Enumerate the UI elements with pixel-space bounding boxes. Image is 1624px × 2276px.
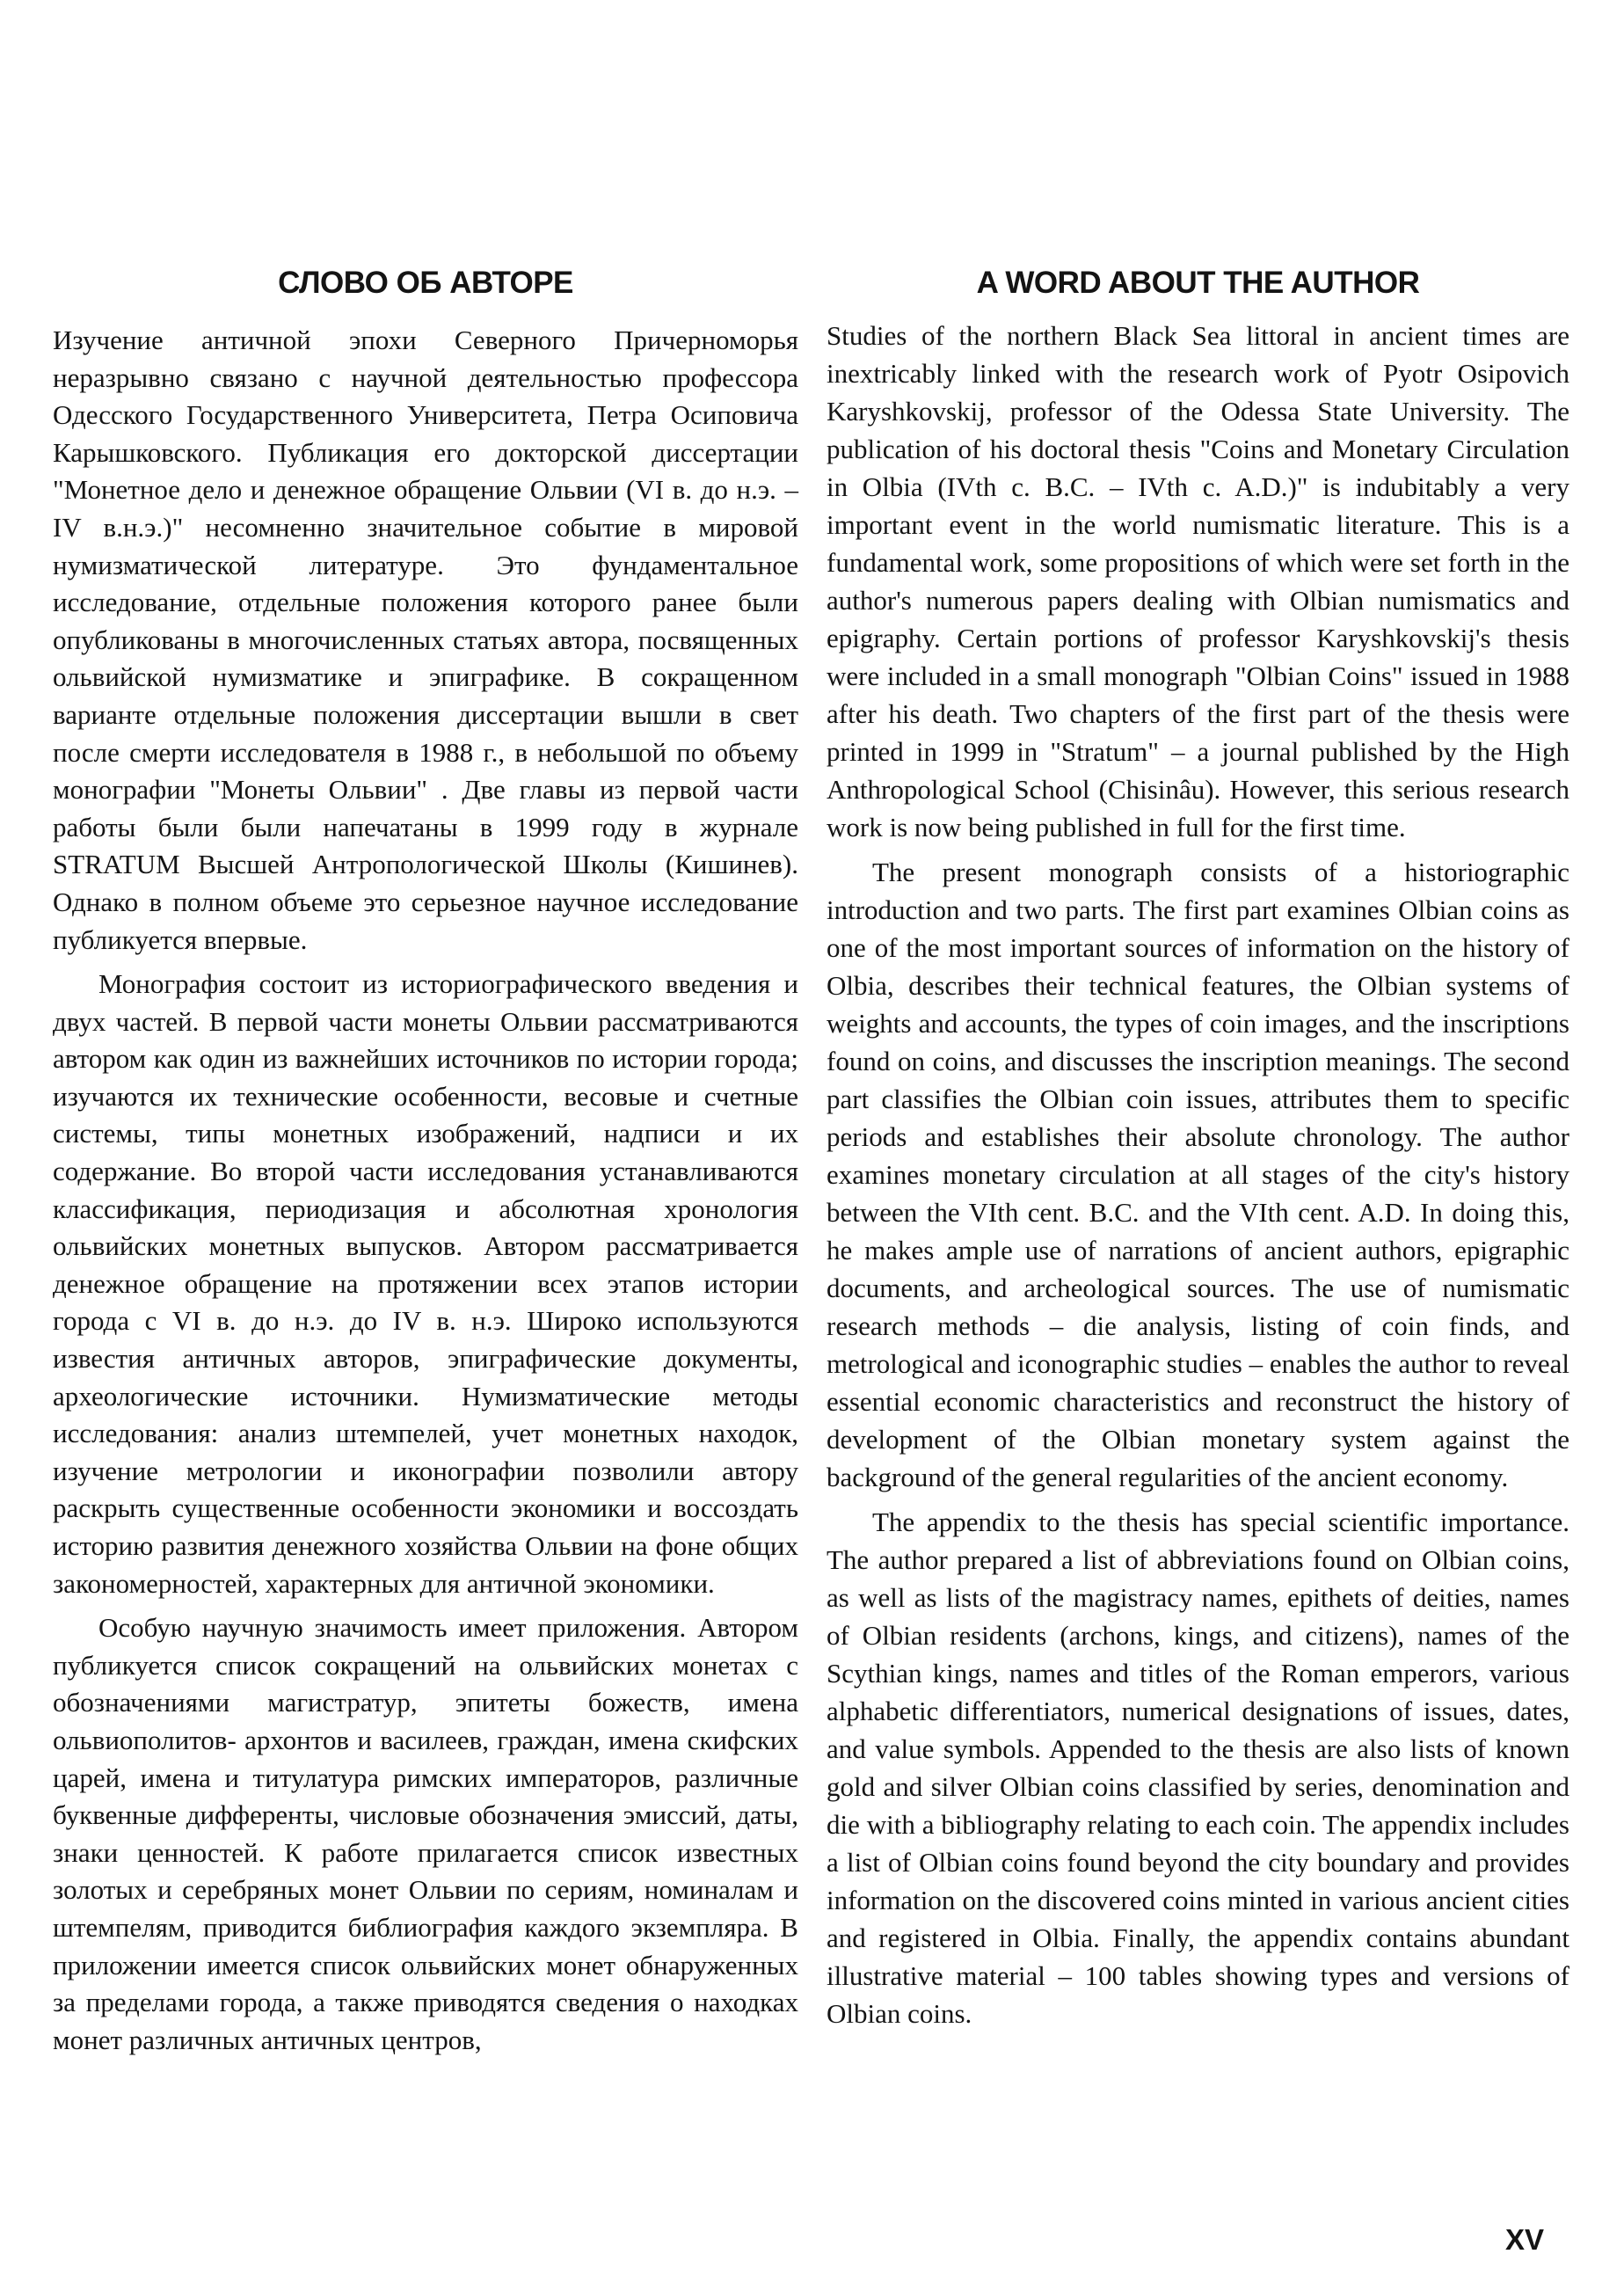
- russian-paragraph-3: Особую научную значимость имеет приложения. Автором публикуется список сокращений на ольвийских монетах с обозначениями магистратур, эпитеты божеств, имена ольвиополитов- архонтов и василеев, граждан, имена скифских царей, имена и титулатура римских императоров, различные буквенные дифференты, числовые обозначения эмиссий, даты, знаки ценностей. К работе прилагается список известных золотых и серебряных монет Ольвии по сериям, номиналам и штемпелям, приводится библиография каждого экземпляра. В приложении имеется список ольвийских монет обнаруженных за пределами города, а также приводятся сведения о находках монет различных античных центров,: [53, 1612, 798, 2055]
- english-heading: A WORD ABOUT THE AUTHOR: [976, 266, 1420, 300]
- english-paragraph-1: Studies of the northern Black Sea littoral in ancient times are inextricably linked with the research work of Pyotr Osipovich Karyshkovskij, professor of the Odessa State University. The publication of his doctoral thesis "Coins and Monetary Circulation in Olbia (IVth c. B.C. – IVth c. A.D.)" is indubitably a very important event in the world numismatic literature. This is a fundamental work, some propositions of which were set forth in the author's numerous papers dealing with Olbian numismatics and epigraphy. Certain portions of professor Karyshkovskij's thesis were included in a small monograph "Olbian Coins" issued in 1988 after his death. Two chapters of the first part of the thesis were printed in 1999 in "Stratum" – a journal published by the High Anthropological School (Chisinâu). However, this serious research work is now being published in full for the first time.: [827, 320, 1569, 843]
- russian-paragraph-2: Монография состоит из историографического введения и двух частей. В первой части монеты Ольвии рассматриваются автором как один из важнейших источников по истории города; изучаются их технические особенности, весовые и счетные системы, типы монетных изображений, надписи и их содержание. Во второй части исследования устанавливаются классификация, периодизация и абсолютная хронология ольвийских монетных выпусков. Автором рассматривается денежное обращение на протяжении всех этапов истории города с VI в. до н.э. до IV в. н.э. Широко используются известия античных авторов, эпиграфические документы, археологические источники. Нумизматические методы исследования: анализ штемпелей, учет монетных находок, изучение метрологии и иконографии позволили автору раскрыть существенные особенности экономики и воссоздать историю развития денежного хозяйства Ольвии на фоне общих закономерностей, характерных для античной экономики.: [53, 968, 798, 1599]
- english-paragraph-2: The present monograph consists of a historiographic introduction and two parts. The first part examines Olbian coins as one of the most important sources of information on the history of Olbia, describes their technical features, the Olbian systems of weights and accounts, the types of coin images, and the inscriptions found on coins, and discusses the inscription meanings. The second part classifies the Olbian coin issues, attributes them to specific periods and establishes their absolute chronology. The author examines monetary circulation at all stages of the city's history between the VIth cent. B.C. and the VIth cent. A.D. In doing this, he makes ample use of narrations of ancient authors, epigraphic documents, and archeological sources. The use of numismatic research methods – die analysis, listing of coin finds, and metrological and iconographic studies – enables the author to reveal essential economic characteristics and reconstruct the history of development of the Olbian monetary system against the background of the general regularities of the ancient economy.: [827, 857, 1569, 1492]
- english-column: [827, 260, 1569, 2032]
- russian-heading: СЛОВО ОБ АВТОРЕ: [278, 266, 573, 300]
- english-paragraph-3: The appendix to the thesis has special scientific importance. The author prepared a list of abbreviations found on Olbian coins, as well as lists of the magistracy names, epithets of deities, names of Olbian residents (archons, kings, and citizens), names of the Scythian kings, names and titles of the Roman emperors, various alphabetic differentiators, numerical designations of issues, dates, and value symbols. Appended to the thesis are also lists of known gold and silver Olbian coins classified by series, denomination and die with a bibliography relating to each coin. The appendix includes a list of Olbian coins found beyond the city boundary and provides information on the discovered coins minted in various ancient cities and registered in Olbia. Finally, the appendix contains abundant illustrative material – 100 tables showing types and versions of Olbian coins.: [827, 1506, 1569, 2029]
- page-number: XV: [1505, 2223, 1545, 2256]
- russian-paragraph-1: Изучение античной эпохи Северного Причерноморья неразрывно связано с научной деятельностью профессора Одесского Государственного Университета, Петра Осиповича Карышковского. Публикация его докторской диссертации "Монетное дело и денежное обращение Ольвии (VI в. до н.э. – IV в.н.э.)" несомненно значительное событие в мировой нумизматической литературе. Это фундаментальное исследование, отдельные положения которого ранее были опубликованы в многочисленных статьях автора, посвященных ольвийской нумизматике и эпиграфике. В сокращенном варианте отдельные положения диссертации вышли в свет после смерти исследователя в 1988 г., в небольшой по объему монографии "Монеты Ольвии" . Две главы из первой части работы были были напечатаны в 1999 году в журнале STRATUM Высшей Антропологической Школы (Кишинев). Однако в полном объеме это серьезное научное исследование публикуется впервые.: [53, 325, 798, 955]
- russian-column: [53, 260, 798, 2059]
